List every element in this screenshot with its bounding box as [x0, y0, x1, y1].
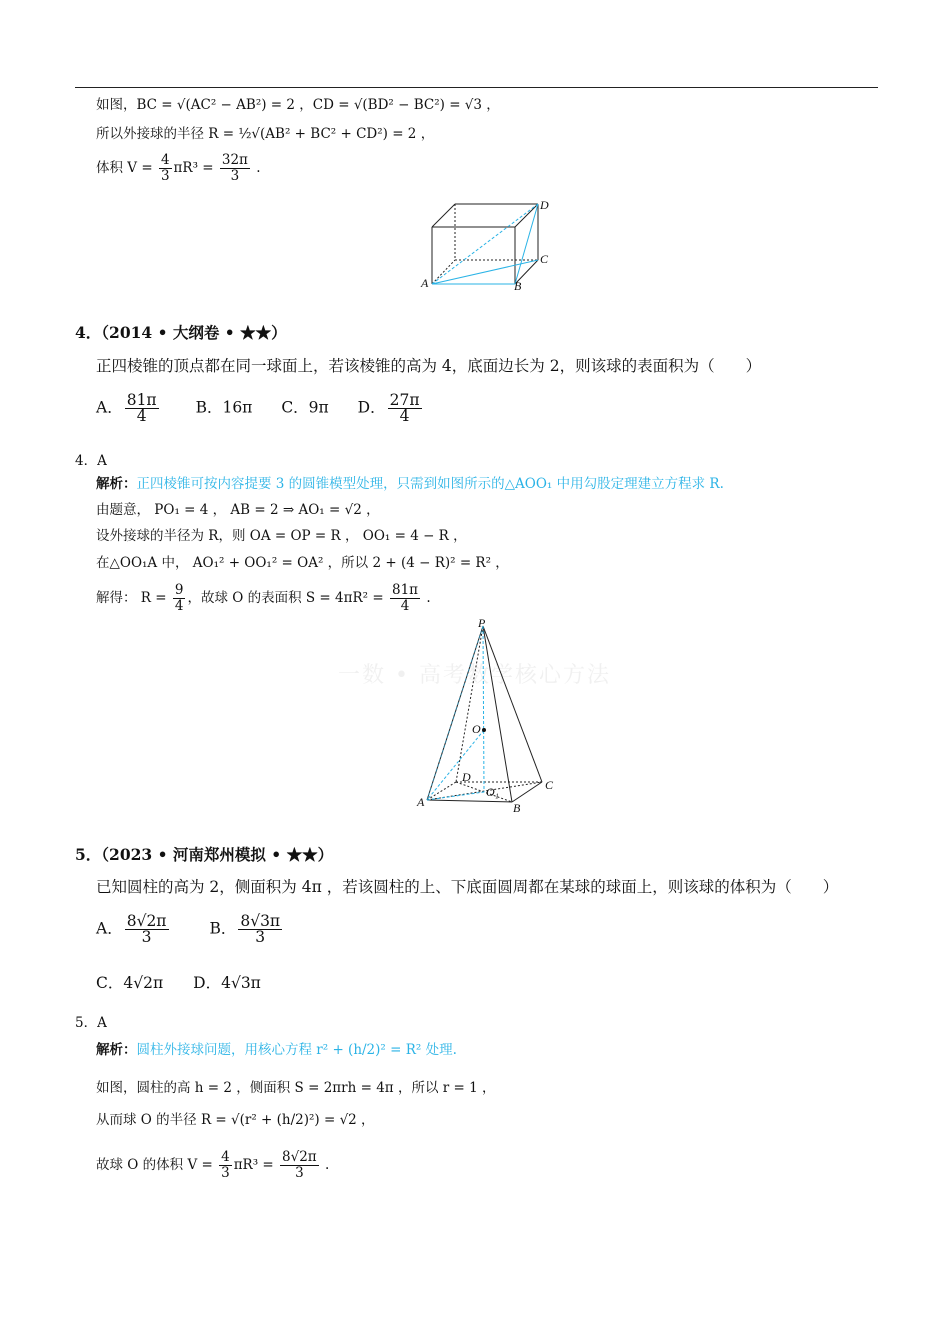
q5-option-a-value: $\frac{8√2\pi}{3}$ [126, 912, 167, 946]
label-D: D [540, 198, 549, 212]
a4-analysis-label: 解析： [96, 476, 137, 492]
q5-header: 5．（2023 • 河南郑州模拟 • ★★） [75, 845, 334, 864]
q4-header: 4．（2014 • 大纲卷 • ★★） [75, 323, 287, 342]
label-O1: O₁ [486, 785, 499, 799]
a4-analysis [96, 474, 724, 494]
q4-option-a-value: $\frac{81\pi}{4}$ [126, 391, 157, 425]
q5-options-ab [96, 914, 284, 945]
q4-option-d-value: $\frac{27\pi}{4}$ [389, 391, 420, 425]
a5-analysis-label: 解析： [96, 1042, 137, 1058]
fraction: $\frac{32\pi}{3}$ [221, 152, 248, 184]
label-D: D [462, 770, 471, 784]
q4-options [96, 393, 424, 424]
cuboid-figure [410, 196, 560, 292]
label-O: O [472, 722, 481, 736]
q5-option-b-label: B． [209, 919, 237, 938]
a4-answer: 4．A [75, 453, 107, 469]
a4-line4-prefix: 解得： R = [96, 590, 171, 606]
pyramid-figure [410, 616, 560, 816]
q4-option-c: C．9π [281, 398, 329, 417]
fraction: $\frac{9}{4}$ [174, 582, 184, 614]
a5-line3 [96, 1150, 329, 1181]
a5-line3-suffix: . [320, 1157, 330, 1173]
q4-option-a-label: A． [96, 398, 123, 417]
q4-option-b: B．16π [195, 398, 253, 417]
watermark: 一数 • 高考数学核心方法 [338, 663, 611, 688]
q5-option-b-value: $\frac{8√3\pi}{3}$ [240, 912, 281, 946]
label-A: A [421, 276, 429, 290]
sol3-line3-suffix: . [251, 160, 261, 176]
q4-option-d-label: D． [357, 398, 386, 417]
label-P: P [478, 616, 486, 630]
label-B: B [513, 801, 521, 815]
a4-line3: 在△OO₁A 中， AO₁² + OO₁² = OA² ，所以 2 + (4 − R)² = R² ， [96, 555, 509, 571]
q5-stem: 已知圆柱的高为 2，侧面积为 4π ，若该圆柱的上、下底面圆周都在某球的球面上，则该球的体积为（ ） [96, 878, 839, 896]
fraction: $\frac{8√2\pi}{3}$ [282, 1149, 317, 1181]
a4-line4-mid: ，故球 O 的表面积 S = 4πR² = [187, 590, 388, 606]
q5-option-c: C．4√2π [96, 974, 164, 992]
q5-options-cd [96, 973, 261, 993]
a5-line2: 从而球 O 的半径 R = √(r² + (h/2)²) = √2 ， [96, 1112, 375, 1128]
a4-line1: 由题意， PO₁ = 4 ， AB = 2 ⇒ AO₁ = √2 ， [96, 502, 380, 518]
label-B: B [514, 279, 522, 292]
a5-analysis [96, 1040, 457, 1060]
a5-line1: 如图，圆柱的高 h = 2 ，侧面积 S = 2πrh = 4π ，所以 r = 1 ， [96, 1080, 496, 1096]
q4-stem: 正四棱锥的顶点都在同一球面上，若该棱锥的高为 4，底面边长为 2，则该球的表面积为（ ） [96, 357, 762, 375]
a4-line4-suffix: . [422, 590, 431, 606]
sol3-line1: 如图，BC = √(AC² − AB²) = 2 ，CD = √(BD² − BC²) = √3 ， [96, 97, 500, 113]
sol3-line3-prefix: 体积 V = [96, 160, 157, 176]
fraction: $\frac{81\pi}{4}$ [391, 582, 419, 614]
a5-analysis-text: 圆柱外接球问题，用核心方程 r² + (h/2)² = R² 处理. [136, 1042, 457, 1058]
fraction: $\frac{4}{3}$ [160, 152, 170, 184]
a4-analysis-text: 正四棱锥可按内容提要 3 的圆锥模型处理，只需到如图所示的△AOO₁ 中用勾股定理建立方程求 R. [136, 476, 724, 492]
q5-option-d: D．4√3π [193, 974, 261, 992]
top-rule [75, 87, 878, 88]
a4-line4 [96, 583, 431, 614]
a5-line3-prefix: 故球 O 的体积 V = [96, 1157, 218, 1173]
sol3-line2: 所以外接球的半径 R = ½√(AB² + BC² + CD²) = 2 ， [96, 126, 435, 142]
a5-answer: 5．A [75, 1015, 107, 1031]
label-C: C [545, 778, 554, 792]
sol3-line3 [96, 153, 261, 184]
a4-line2: 设外接球的半径为 R，则 OA = OP = R ， OO₁ = 4 − R ， [96, 528, 467, 544]
label-C: C [540, 252, 549, 266]
fraction: $\frac{4}{3}$ [221, 1149, 230, 1181]
a5-line3-mid: πR³ = [233, 1157, 279, 1173]
sol3-line3-mid: πR³ = [173, 160, 218, 176]
q5-option-a-label: A． [96, 919, 123, 938]
label-A: A [417, 795, 425, 809]
